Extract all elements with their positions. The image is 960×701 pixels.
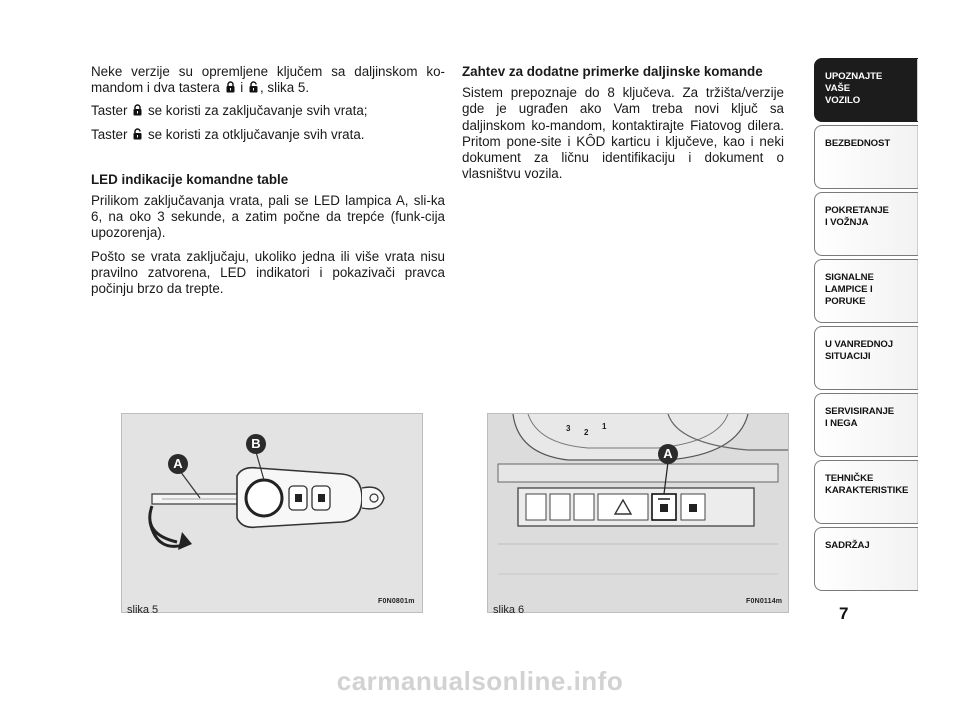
figure-6-code: F0N0114m xyxy=(746,598,783,605)
tab-bezbednost[interactable]: BEZBEDNOST xyxy=(814,125,918,189)
figure-5-caption: slika 5 xyxy=(127,604,159,616)
dial-number-3: 3 xyxy=(566,424,571,433)
led-heading: LED indikacije komandne table xyxy=(91,171,289,187)
lock-closed-icon xyxy=(226,81,235,93)
right-column xyxy=(462,64,784,189)
unlock-button-paragraph: Taster se koristi za otključavanje svih vrata. xyxy=(91,126,365,142)
tab-sadrzaj[interactable]: SADRŽAJ xyxy=(814,527,918,591)
extra-keys-paragraph: Sistem prepoznaje do 8 ključeva. Za tržišta/verzije gde je ugrađen ako Vam treba novi ključ sa daljinskom ko-mandom, kontaktirajte Fiatovog dilera. Pritom pone-site i KÔD karticu i ključeve, kao i neki dokument za ličnu identifikaciju i dokument o vlasništvu vozila. xyxy=(462,85,784,182)
marker-a: A xyxy=(658,444,678,464)
intro-paragraph: Neke verzije su opremljene ključem sa daljinskom ko-mandom i dva tastera i , slika 5. xyxy=(91,64,445,96)
page-number: 7 xyxy=(839,604,849,623)
tab-u-vanrednoj-situaciji[interactable]: U VANREDNOJ SITUACIJI xyxy=(814,326,918,390)
dashboard-illustration xyxy=(488,414,788,612)
key-fob-illustration xyxy=(122,414,422,612)
led-paragraph-1: Prilikom zaključavanja vrata, pali se LED lampica A, sli-ka 6, na oko 3 sekunde, a zatim počne da trepće (funk-cija upozorenja). xyxy=(91,193,445,241)
tab-upoznajte-vase-vozilo[interactable]: UPOZNAJTE VAŠE VOZILO xyxy=(814,58,918,122)
watermark: carmanualsonline.info xyxy=(336,666,624,696)
figure-dashboard xyxy=(487,413,789,613)
lock-open-icon xyxy=(249,81,258,93)
figure-6-caption: slika 6 xyxy=(493,604,525,616)
lock-open-icon xyxy=(133,128,142,140)
marker-a: A xyxy=(168,454,188,474)
tab-signalne-lampice[interactable]: SIGNALNE LAMPICE I PORUKE xyxy=(814,259,918,323)
tab-servisiranje-i-nega[interactable]: SERVISIRANJE I NEGA xyxy=(814,393,918,457)
lock-closed-icon xyxy=(133,104,142,116)
figure-5-code: F0N0801m xyxy=(378,598,415,605)
extra-keys-heading: Zahtev za dodatne primerke daljinske komande xyxy=(462,64,763,79)
dial-number-2: 2 xyxy=(584,428,589,437)
marker-b: B xyxy=(246,434,266,454)
dial-number-1: 1 xyxy=(602,422,607,431)
chapter-tabs xyxy=(814,58,918,594)
led-paragraph-2: Pošto se vrata zaključaju, ukoliko jedna ili više vrata nisu pravilno zatvorena, LED indikatori i pokazivači pravca počinju brzo da trepte. xyxy=(91,248,445,297)
figure-key-fob xyxy=(121,413,423,613)
tab-pokretanje-i-voznja[interactable]: POKRETANJE I VOŽNJA xyxy=(814,192,918,256)
tab-tehnicke-karakteristike[interactable]: TEHNIČKE KARAKTERISTIKE xyxy=(814,460,918,524)
lock-button-paragraph: Taster se koristi za zaključavanje svih vrata; xyxy=(91,103,368,119)
left-column xyxy=(91,64,445,304)
